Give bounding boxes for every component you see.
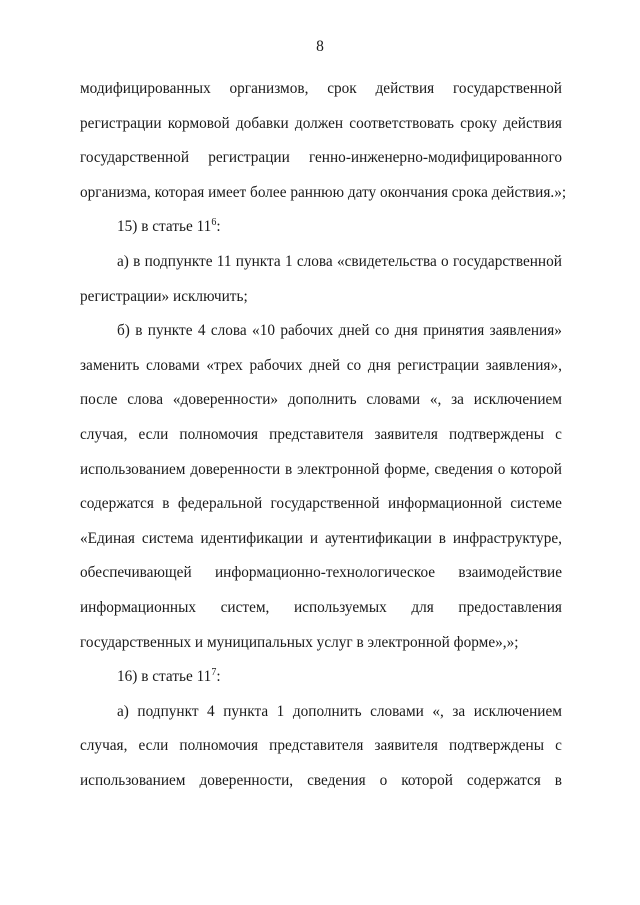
superscript: 7 xyxy=(211,667,217,679)
word: кормовой xyxy=(167,114,230,132)
word: дня xyxy=(367,356,391,374)
text-line xyxy=(80,729,562,764)
word: государственной xyxy=(452,80,562,97)
line-text: государственных и муниципальных услуг в электронной форме»,»; xyxy=(80,633,519,651)
line-text: 15) в статье 11 xyxy=(117,218,212,236)
word: содержатся xyxy=(80,495,154,513)
word: а) xyxy=(117,252,129,270)
text-line xyxy=(80,695,562,730)
word: исключением xyxy=(473,391,562,409)
word: заявления», xyxy=(485,356,562,374)
text-line xyxy=(80,764,562,799)
word: федеральной xyxy=(177,495,263,513)
word: для xyxy=(411,598,434,616)
word: информационно-технологическое xyxy=(215,564,436,582)
word: «свидетельства xyxy=(336,252,437,270)
word: электронной xyxy=(297,460,380,478)
word: пункта xyxy=(223,702,269,720)
word: слова xyxy=(210,322,247,340)
word: если xyxy=(138,425,169,443)
text-line xyxy=(80,107,562,142)
text-line xyxy=(80,176,567,211)
word: дополнить xyxy=(287,391,357,409)
text-line xyxy=(80,487,562,522)
text-line xyxy=(80,383,562,418)
word: за xyxy=(452,702,466,720)
word: с xyxy=(555,737,562,755)
word: которой xyxy=(510,460,562,478)
word: а) xyxy=(117,702,129,720)
word: в xyxy=(285,460,293,478)
word: пункте xyxy=(147,322,193,340)
word: использованием xyxy=(80,771,186,789)
word: аутентификации xyxy=(324,529,432,547)
text-line xyxy=(80,349,562,384)
word: заменить xyxy=(80,356,140,374)
word: дней xyxy=(309,356,341,374)
word: словами xyxy=(146,356,200,374)
word: после xyxy=(80,391,118,409)
word: срок xyxy=(327,80,357,97)
word: и xyxy=(309,529,319,547)
word: если xyxy=(138,737,169,755)
word: за xyxy=(451,391,464,409)
word: словами xyxy=(370,702,424,720)
word: государственной xyxy=(270,495,380,513)
word: «, xyxy=(429,391,442,409)
word: содержатся xyxy=(466,771,541,789)
word: заявителя xyxy=(374,737,438,755)
word: подпункт xyxy=(137,702,199,720)
word: инфраструктуре, xyxy=(452,529,562,547)
word: обеспечивающей xyxy=(80,564,192,582)
word: 4 xyxy=(207,702,215,720)
page-number: 8 xyxy=(316,38,324,55)
word: 1 xyxy=(276,702,285,720)
word: использованием xyxy=(80,460,186,478)
word: в xyxy=(133,252,141,270)
word: соответствовать xyxy=(349,114,454,132)
line-suffix: : xyxy=(216,668,221,686)
word: взаимодействие xyxy=(458,564,562,582)
word: регистрации xyxy=(208,149,290,167)
word: подтверждены xyxy=(448,425,545,443)
text-line xyxy=(80,453,562,488)
document-body xyxy=(80,72,567,798)
word: «доверенности» xyxy=(172,391,279,409)
word: государственной xyxy=(452,252,562,270)
word: рабочих xyxy=(280,322,334,340)
word: подтверждены xyxy=(448,737,545,755)
text-line xyxy=(80,314,562,349)
word: о xyxy=(379,771,388,789)
word: модифицированных xyxy=(80,80,211,97)
line-text: регистрации» исключить; xyxy=(80,287,248,305)
line-text: организма, которая имеет более раннюю дату окончания срока действия.»; xyxy=(80,183,567,201)
word: информационных xyxy=(80,598,197,616)
word: «, xyxy=(432,702,444,720)
text-line xyxy=(80,660,562,695)
word: «трех xyxy=(206,356,243,374)
word: «Единая xyxy=(80,529,135,547)
line-suffix: : xyxy=(216,218,221,236)
text-line xyxy=(80,556,562,591)
text-line xyxy=(80,591,562,626)
word: действия xyxy=(503,114,562,132)
line-text: 16) в статье 11 xyxy=(117,668,212,686)
word: система xyxy=(141,529,194,547)
word: сведения xyxy=(307,771,366,789)
word: форме, xyxy=(384,460,430,478)
word: организмов, xyxy=(229,80,309,97)
word: подпункте xyxy=(144,252,213,270)
word: представителя xyxy=(269,737,364,755)
word: дня xyxy=(394,322,418,340)
word: принятия xyxy=(423,322,485,340)
word: случая, xyxy=(80,737,128,755)
word: 1 xyxy=(284,252,293,270)
word: 11 xyxy=(216,252,232,270)
word: сроку xyxy=(460,114,498,132)
text-line xyxy=(80,245,562,280)
word: со xyxy=(346,356,362,374)
word: в xyxy=(438,529,446,547)
word: используемых xyxy=(293,598,387,616)
word: с xyxy=(555,425,562,443)
text-line xyxy=(80,626,562,661)
word: регистрации xyxy=(80,114,162,132)
word: о xyxy=(497,460,506,478)
word: систем, xyxy=(220,598,270,616)
text-line xyxy=(80,280,562,315)
text-line xyxy=(80,141,562,176)
word: дополнить xyxy=(292,702,362,720)
word: информационной xyxy=(387,495,502,513)
word: б) xyxy=(117,322,130,340)
word: со xyxy=(374,322,390,340)
word: регистрации xyxy=(397,356,480,374)
word: в xyxy=(554,771,562,789)
word: слова xyxy=(296,252,333,270)
text-line xyxy=(80,210,562,245)
word: словами xyxy=(366,391,421,409)
text-line xyxy=(80,418,562,453)
word: сведения xyxy=(434,460,493,478)
word: государственной xyxy=(80,149,190,167)
word: идентификации xyxy=(200,529,303,547)
word: генно-инженерно-модифицированного xyxy=(308,149,562,167)
word: должен xyxy=(294,114,344,132)
word: предоставления xyxy=(458,598,562,616)
word: полномочия xyxy=(179,425,259,443)
word: заявления» xyxy=(489,322,562,340)
word: доверенности, xyxy=(199,771,294,789)
word: в xyxy=(135,322,143,340)
word: системе xyxy=(510,495,562,513)
word: случая, xyxy=(80,425,128,443)
word: рабочих xyxy=(249,356,303,374)
word: пункта xyxy=(235,252,281,270)
word: представителя xyxy=(269,425,364,443)
word: о xyxy=(441,252,449,270)
word: полномочия xyxy=(179,737,259,755)
word: доверенности xyxy=(190,460,281,478)
word: которой xyxy=(401,771,453,789)
word: дней xyxy=(338,322,370,340)
word: в xyxy=(162,495,170,513)
word: заявителя xyxy=(374,425,438,443)
word: слова xyxy=(127,391,164,409)
superscript: 6 xyxy=(211,217,217,229)
text-line xyxy=(80,72,562,107)
word: добавки xyxy=(235,114,289,132)
text-line xyxy=(80,522,562,557)
word: действия xyxy=(375,80,435,97)
word: 4 xyxy=(197,322,206,340)
word: исключением xyxy=(473,702,562,720)
word: «10 xyxy=(252,322,275,340)
